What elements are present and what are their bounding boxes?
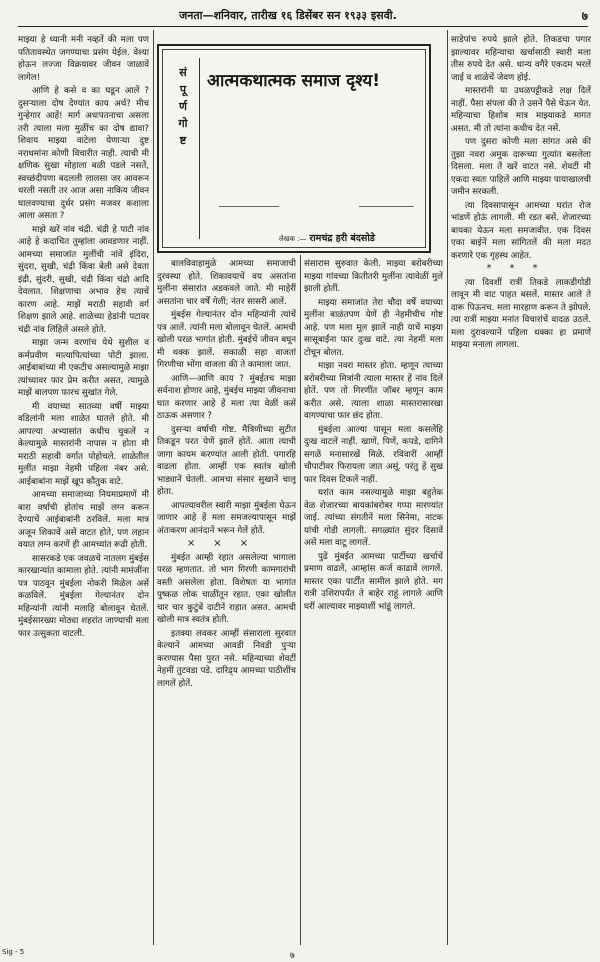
article-author — [279, 231, 375, 244]
column-3 — [304, 258, 443, 944]
col2-para: इतक्या लवकर आम्हीं संसाराला सुरवात केल्यानें आमच्या आवडी निवडी पुऱ्या करण्यास पैसा पुरत नसे. महिन्याच्या शेवटीं नेहमीं तुटवडा पडे. दारिद्र्य आमच्या पाठीशींच लागलें होतें. — [157, 628, 296, 689]
author-label: लेखक :— — [279, 235, 307, 243]
col3-para: माझ्या समाजांत तेरा चौदा वर्षें वयाच्या मुलींना बाळंतपण येणें ही नेहमीचीच गोष्ट आहे. पण मला मूल झालें नाही याचें माझ्या सासूबाईंना फार दुःख वाटे. त्या नेहमीं मला टोचून बोलत. — [304, 297, 443, 358]
article-title-box — [157, 44, 431, 253]
signature-mark: Sig - 5 — [2, 948, 25, 956]
decorative-rule — [219, 206, 279, 207]
col4-para: साडेपांच रुपये झाले होते. तिकडचा पगार झाल्यावर महिन्याचा खर्चासाठी स्वारी मला तीस रुपये देत असे. धान्य वगैरे एकदम भरलें जाई व शाळेचें जेवण होई. — [451, 35, 591, 83]
footer-page-number: ७ — [290, 951, 295, 961]
page-header — [18, 4, 588, 27]
col3-para: माझा नवरा मास्तर होता. म्हणून त्याच्या बरोबरीच्या मित्रांनी त्याला मास्तर हें नांव दिलें होतें. पण तो गिरणींत जॉबर म्हणून काम करीत असे. त्याला शाळा मास्तरासारखा वागण्याचा फार छंद होता. — [304, 361, 443, 421]
col3-para: घरांत काम नसल्यामुळे माझा बहुतेक वेळ शेजारच्या बायकांबरोबर गप्पा मारण्यांत जाई. त्यांच्या संगतीनें मला सिनेमा, नाटक यांची गोडी लागली. सगळ्यांत सुंदर दिसावें असें मला वाटू लागलें. — [304, 488, 443, 548]
side-label-char: पू — [179, 83, 187, 96]
col2-para: आपल्यावरील स्वारी माझा मुंबईला घेऊन जाणार आहे हें मला समजल्यापासून माझें अंतःकरण आनंदानें भरून गेलें होतें. — [157, 500, 296, 536]
section-separator: ××× — [186, 538, 267, 549]
column-4 — [451, 34, 591, 944]
side-label-char: ष्ट — [179, 134, 187, 147]
col3-para: पुढें मुंबईत आमच्या पार्टीच्या खर्चाचें प्रमाण वाढलें, आम्हांस कर्ज काढावें लागलें. मास्तर एका पार्टींत सामील झाले होते. मग रात्री उशिरापर्यंत ते बाहेर राहूं लागले आणि घरीं आल्यावर माझ्याशीं भांडूं लागले. — [304, 551, 443, 612]
header-text: जनता—शनिवार, तारीख १६ डिसेंबर सन १९३३ इसवी. — [179, 8, 397, 22]
col2-para: आणि—आणि काय ? मुंबईतच माझा सर्वनाश होणार आहे, मुंबईच माझ्या जीवनाचा घात करणार आहे हें मला त्या वेळीं कसें ठाऊक असणार ? — [157, 373, 296, 421]
article-title: आत्मकथात्मक समाज दृश्य! — [207, 71, 381, 91]
col2-para: बालविवाहामुळे आमच्या समाजाची दुरवस्था होते. शिकावयाचें वय असतांना मुलींना संसारांत अडकवले जाते. मी माहेरीं असतांना चार वर्षें गेलीं; नंतर सासरी आलें. — [157, 259, 296, 307]
col4-para: पण दुसरा कोणी मला सांगत असे की तुझा नवरा अमुक दारूच्या गुत्यांत बसलेला दिसला. मला तें खरें वाटत नसे. शेवटीं मी एकदा स्वतः पाहिलें आणि माझ्या पायाखालची जमीन सरकली. — [451, 137, 591, 197]
header-page-number: ७ — [581, 8, 588, 23]
section-separator: *** — [486, 263, 556, 274]
col4-para: त्या दिवसापासून आमच्या घरांत रोज भांडणें होऊं लागली. मी रडत बसें. शेजारच्या बायका येऊन मला समजावीत. एक दिवस एका बाईनें मला सांगितलें की मला मदत करणारे एक गृहस्थ आहेत. — [451, 200, 591, 261]
title-divider-line — [199, 58, 200, 239]
col1-para: माझा जन्म वरणांच येथे सुशील व कर्मप्रवीण मात्यापित्यांच्या पोटी झाला. आईबाबांच्या मी एकटीच असल्यामुळे माझा त्यांच्यावर फार प्रेम करीत असत, त्यामुळे माझें बालपण फारच सुखांत गेले. — [18, 338, 149, 398]
column-2 — [157, 258, 296, 944]
col3-para: संसारास सुरुवात केली. माझ्या बरोबरीच्या माझ्या गांवच्या कितीतरी मुलींना त्यावेळीं मुलें झाली होतीं. — [304, 259, 443, 294]
col1-para: आणि हे कसे व का घडून आलें ? दुसऱ्याला दोष देण्यांत काय अर्थ? मीच गुन्हेगार आहें! मार्ग अधःपतनाचा असला तरी त्याला मला मुळींच का दोष द्यावा? शिवाय माझ्या वाटेला येणाऱ्या दुष्ट नराधमांना कोणी विचारीत नाही. त्याची मी क्षणिक सुखा मोहाला बळी पडले नसतें, स्वच्छंदीपणा बदलली लालसा जर आवरून धरली नसती तर आज असा नाकिय जीवन घालवण्याचा दुर्धर प्रसंग मजवर कशाला आला असता ? — [18, 86, 149, 221]
side-label-char: गो — [178, 117, 188, 130]
column-rule — [300, 255, 301, 945]
col1-para: माझे खरें नांव चंद्री. चंद्री हे पाटी नांव आहे हे कदाचित तुम्हांला आवडणार नाहीं. आमच्या समाजांत मुलींची नांवें इंदिरा, सुंदरा, सुखी, चंद्री किंवा बेली असे देवता इंद्री, सुंदरी, सुखी, चंद्री किंवा चंद्रो आदि देवलात. शिक्षणाचा अभाव हेच त्याचें कारण आहे. माझें मराठी सहावी वर्ग शिक्षण झाले आहे. शाळेच्या हेडांनी पटावर चंद्री नांव लिहिलें असले होते. — [18, 224, 149, 335]
author-name: रामचंद्र हरी बंदसोडे — [309, 233, 375, 244]
col1-para: माझ्या हे ध्यानी मनी नव्हतें की मला पण पतितावस्थेत जगण्याचा प्रसंग येईल. वेश्या होऊन लज्जा विक्रयावर जीवन जाळावें लागेल! — [18, 35, 149, 83]
side-label-char: सं — [179, 66, 187, 79]
col1-para: आमच्या समाजाच्या नियमाप्रमाणें मी बारा वर्षांची होतांच माझें लग्न करून देण्याचें आईबाबांनी ठरविलें. मला मात्र अजून शिकावें असें वाटत होते, पण लहान वयात लग्न करणें ही आमच्यांत रूढी होती. — [18, 490, 149, 550]
col4-para: त्या दिवशीं रात्रीं तिकडे लाकडीगोडी लावून मी वाट पाहत बसलें. मास्तर आले ते दारू पिऊनच. मला मारहाण करून ते झोपले. त्या रात्रीं माझ्या मनांत विचारांचें वादळ उठलें. मला दुरावल्यानें पहिला धक्का हा प्रमाणें माझ्या मनाला लागला. — [451, 277, 591, 350]
col1-para: मी वयाच्या सातव्या वर्षी माझ्या वडिलांनी मला शाळेत घातले होते. मी आपल्या अभ्यासांत कधीच चुकलें न केल्यामुळे मास्तरांनी नापास न होता मी मराठी सहावी वर्गात पोहोचले. शाळेतील मुलींत माझा नेहमी पहिला नंबर असे. आईबाबांना माझें खूप कौतुक वाटे. — [18, 401, 149, 487]
decorative-rule — [359, 206, 414, 207]
col2-para: मुंबईत आम्ही रहात असलेल्या भागाला परळ म्हणतात. तो भाग गिरणी कामगारांची वस्ती असलेला होता. विशेषतः या भागांत पुष्कळ लोक चाळींतून रहात. एका खोलीत चार चार कुटुंबें दाटीनें राहात असत. आमची खोली मात्र स्वतंत्र होती. — [157, 552, 296, 625]
side-label-vertical — [173, 64, 193, 149]
column-1 — [18, 34, 149, 944]
column-rule — [447, 30, 448, 945]
col2-para: मुंबईस गेल्यानंतर दोन महिन्यांनी त्यांचें पत्र आलें. त्यांनी मला बोलावून घेतलें. आमची खोली परळ भागांत होती. मुंबईचें जीवन बघून मी थक्क झालें. सकाळी सहा वाजतां गिरणीचा भोंगा वाजला की ते कामाला जात. — [157, 310, 296, 370]
side-label-char: र्ण — [179, 100, 187, 113]
col4-para: मास्तरांनी या उधळपट्टीकडे लक्ष दिलें नाहीं. पैसा संपला की ते उसनें पैसे घेऊन येत. महिन्याचा हिशोब मात्र माझ्याकडे मागत असत. मी तो त्यांना कधीच देत नसें. — [451, 86, 591, 134]
col1-para: सासरकडे एक जवळचे नातलग मुंबईस कारखान्यांत कामाला होते. त्यांनी मामंजींना पत्र पाठवून मुंबईला नोकरी मिळेल असें कळविलें. मुंबईला गेल्यानंतर दोन महिन्यांनी त्यांनी मलाहि बोलावून घेतलें. मुंबईसारख्या मोठ्या शहरांत जाण्याची मला फार उत्सुकता वाटली. — [18, 553, 149, 639]
column-rule — [153, 30, 154, 945]
col2-para: दुसऱ्या वर्षाची गोष्ट. मैत्रिणीच्या सुटीत तिकडून परत येणें झालें होतें. आता त्याची जागा कायम करण्यांत आली होती. पगारहि वाढला होता. आम्हीं एक स्वतंत्र खोली भाड्यानें घेतली. आमचा संसार सुखानें चालू होता. — [157, 424, 296, 497]
col3-para: मुंबईला आल्या पासून मला कसलेंहि दुःख वाटलें नाहीं. खाणें, पिणें, कपडे, दागिने सगळें मनासारखें मिळे. रविवारीं आम्हीं चौपाटीवर फिरायला जात असूं. परंतु हें सुख फार दिवस टिकलें नाहीं. — [304, 424, 443, 485]
